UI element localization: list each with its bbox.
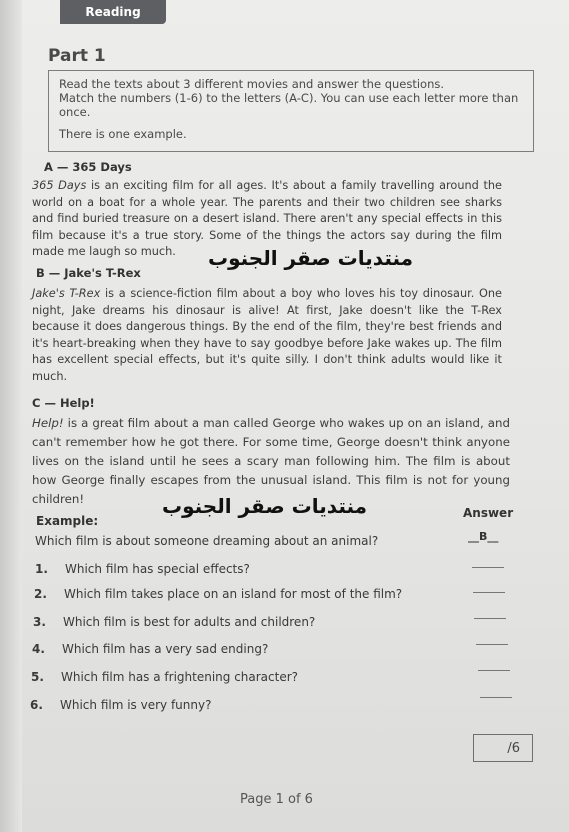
example-question: Which film is about someone dreaming about an animal? bbox=[35, 534, 379, 548]
answer-line-2[interactable] bbox=[473, 592, 505, 593]
reading-tab-label: Reading bbox=[85, 5, 141, 19]
question-text-3: Which film is best for adults and children? bbox=[63, 615, 316, 629]
question-text-4: Which film has a very sad ending? bbox=[62, 642, 269, 656]
instruction-line-3: There is one example. bbox=[59, 127, 187, 141]
section-a-body: is an exciting film for all ages. It's about a family travelling around the world on a boat for a whole year. The parents and their two children see sharks and find buried treasure on a desert island. There aren't any special effects in this film because it's a true story. Some of the things the actors say during the film made me laugh so much. bbox=[32, 179, 502, 258]
question-text-2: Which film takes place on an island for most of the film? bbox=[64, 587, 403, 601]
reading-tab bbox=[60, 0, 166, 24]
question-number-4: 4. bbox=[32, 642, 45, 656]
question-text-5: Which film has a frightening character? bbox=[61, 670, 299, 684]
score-box bbox=[473, 734, 533, 762]
answer-line-3[interactable] bbox=[474, 618, 506, 619]
question-number-2: 2. bbox=[34, 587, 47, 601]
question-number-5: 5. bbox=[31, 670, 44, 684]
example-answer: __B__ bbox=[468, 530, 499, 543]
instruction-line-2: Match the numbers (1-6) to the letters (A-C). You can use each letter more than once. bbox=[59, 91, 519, 119]
answer-header: Answer bbox=[463, 506, 514, 520]
question-number-1: 1. bbox=[35, 562, 48, 576]
question-text-6: Which film is very funny? bbox=[60, 698, 212, 712]
page-footer: Page 1 of 6 bbox=[240, 792, 313, 807]
example-label: Example: bbox=[36, 514, 99, 528]
instruction-line-1: Read the texts about 3 different movies and answer the questions. bbox=[59, 77, 445, 91]
section-c-body: is a great film about a man called George who wakes up on an island, and can't remember how he got there. For some time, George doesn't think anyone lives on the island until he sees a scary man following him. The film is about how George finally escapes from the unusual island. This film is not for young children! bbox=[32, 416, 510, 506]
section-a-title: 365 Days bbox=[32, 179, 87, 192]
section-b-body: is a science-fiction film about a boy who loves his toy dinosaur. One night, Jake dreams his dinosaur is alive! At first, Jake doesn't like the T-Rex because it does dangerous things. By the end of the film, they're best friends and it's heart-breaking when they have to say goodbye before Jake wakes up. The film has excellent special effects, but it's quite silly. I don't think adults would like it much. bbox=[32, 287, 502, 383]
answer-line-5[interactable] bbox=[478, 670, 510, 671]
score-label: /6 bbox=[507, 740, 520, 756]
watermark-2: منتديات صقر الجنوب bbox=[162, 494, 368, 518]
question-number-6: 6. bbox=[30, 698, 43, 712]
section-b-title: Jake's T-Rex bbox=[32, 287, 101, 300]
answer-line-1[interactable] bbox=[472, 567, 504, 568]
section-c-heading: C — Help! bbox=[32, 396, 95, 410]
section-a-heading: A — 365 Days bbox=[44, 160, 132, 174]
page-shadow bbox=[0, 0, 22, 832]
section-b-heading: B — Jake's T-Rex bbox=[36, 266, 141, 280]
part-title: Part 1 bbox=[48, 46, 106, 66]
question-text-1: Which film has special effects? bbox=[65, 562, 250, 576]
instructions-box bbox=[48, 70, 534, 152]
answer-line-4[interactable] bbox=[476, 644, 508, 645]
section-c-title: Help! bbox=[32, 416, 64, 430]
watermark-1: منتديات صقر الجنوب bbox=[208, 246, 414, 270]
section-b-text bbox=[32, 286, 502, 385]
question-number-3: 3. bbox=[33, 615, 46, 629]
answer-line-6[interactable] bbox=[480, 697, 512, 698]
